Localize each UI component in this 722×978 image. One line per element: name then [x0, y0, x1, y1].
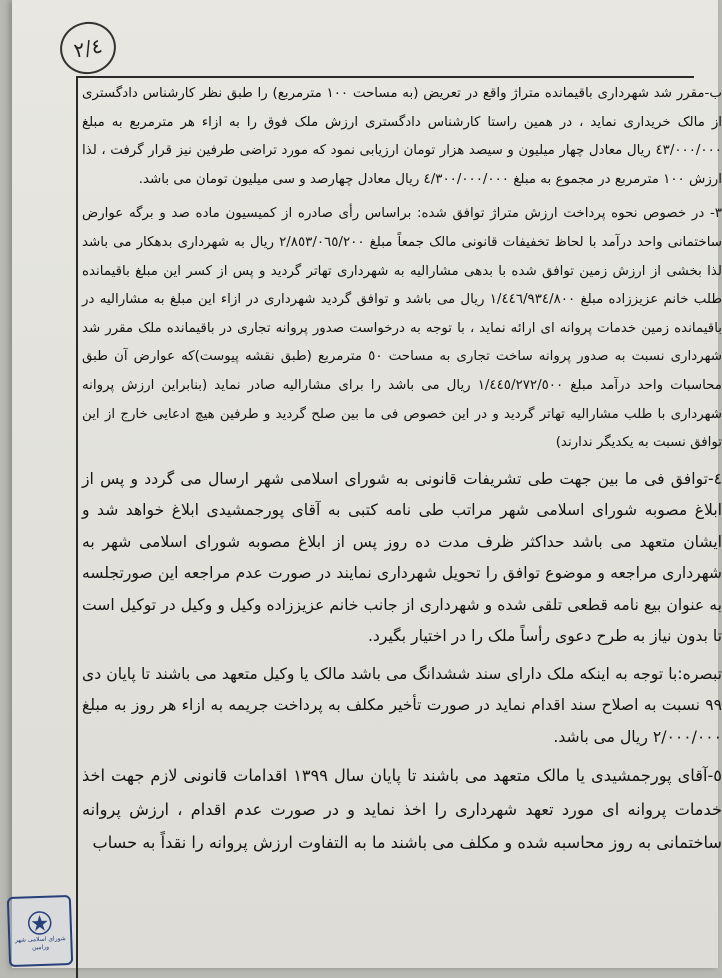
- paragraph-5: ٥-آقای پورجمشیدی یا مالک متعهد می باشند تا پایان سال ١٣٩٩ اقدامات قانونی لازم جهت اخذ خدمات پروانه ای مورد تعهد شهرداری را اخذ نماید و در صورت عدم اقدام ، ارزش پروانه ساختمانی به روز محاسبه شده و مکلف می باشند ما به التفاوت ارزش پروانه را نقداً به حساب: [82, 766, 722, 853]
- paragraph-note: تبصره:با توجه به اینکه ملک دارای سند ششدانگ می باشد مالک یا وکیل متعهد می باشند تا پایان دی ٩٩ نسبت به اصلاح سند اقدام نماید در صورت تأخیر مکلف به پرداخت جریمه به ازاء هر روز به مبلغ ٢/٠٠٠/٠٠٠ ریال می باشد.: [82, 664, 722, 746]
- document-page: [12, 0, 722, 968]
- council-stamp: [7, 895, 73, 967]
- document-body: [82, 80, 722, 866]
- stamp-text: شورای اسلامی شهر ورامین: [14, 935, 66, 952]
- emblem-icon: [26, 910, 53, 937]
- paragraph-4: ٤-توافق فی ما بین جهت طی تشریفات قانونی به شورای اسلامی شهر ارسال می گردد و پس از ابلاغ مصوبه شورای اسلامی شهر مراتب طی نامه کتبی به آقای پورجمشیدی ابلاغ خواهد شد و ایشان متعهد می باشد حداکثر ظرف مدت ده روز پس از ابلاغ مصوبه شورای اسلامی شهر به شهرداری مراجعه و موضوع توافق را تحویل شهرداری نمایند در صورت عدم مراجعه این صورتجلسه به عنوان بیع نامه قطعی تلقی شده و شهرداری از جانب خانم عزیززاده وکیل و وکیل در توکیل است تا بدون نیاز به طرح دعوی رأساً ملک را در اختیار بگیرد.: [82, 469, 722, 646]
- paragraph-2-continued: ب-مقرر شد شهرداری باقیمانده متراژ واقع در تعریض (به مساحت ١٠٠ مترمربع) را طبق نظر کارشناس دادگستری از مالک خریداری نماید ، در همین راستا کارشناس دادگستری ارزش ملک فوق را به ازاء هر مترمربع به مبلغ ٤٣/٠٠٠/٠٠٠ ریال معادل چهار میلیون و سیصد هزار تومان ارزیابی نمود که مورد تراضی طرفین نیز قرار گرفت ، لذا ارزش ١٠٠ مترمربع در مجموع به مبلغ ٤/٣٠٠/٠٠٠/٠٠٠ ریال معادل چهارصد و سی میلیون تومان می باشد.: [82, 86, 722, 187]
- paragraph-3: ٣- در خصوص نحوه پرداخت ارزش متراژ توافق شده: براساس رأی صادره از کمیسیون ماده صد و برگه عوارض ساختمانی واحد درآمد با لحاظ تخفیفات قانونی مالک جمعاً مبلغ ٢/٨٥٣/٠٦٥/٢٠٠ ریال به شهرداری بدهکار می باشد لذا بخشی از ارزش زمین توافق شده با بدهی مشارالیه به شهرداری تهاتر گردید و پس از کسر این مبلغ باقیمانده طلب خانم عزیززاده مبلغ ١/٤٤٦/٩٣٤/٨٠٠ ریال می باشد و توافق گردید شهرداری در ازاء این مبلغ به مشارالیه در باقیمانده زمین خدمات پروانه ای ارائه نماید ، با توجه به درخواست صدور پروانه تجاری در باقیمانده ملک مقرر شد شهرداری نسبت به صدور پروانه ساخت تجاری به مساحت ٥٠ مترمربع (طبق نقشه پیوست)که عوارض آن طبق محاسبات واحد درآمد مبلغ ١/٤٤٥/٢٧٢/٥٠٠ ریال می باشد را برای مشارالیه صادر نماید (بنابراین ارزش پروانه شهرداری با طلب مشارالیه تهاتر گردید و در این خصوص فی ما بین صلح گردید و طرفین هیچ ادعایی خارج از این توافق نسبت به یکدیگر ندارند): [82, 206, 722, 451]
- page-number: ٢/٤: [55, 17, 121, 80]
